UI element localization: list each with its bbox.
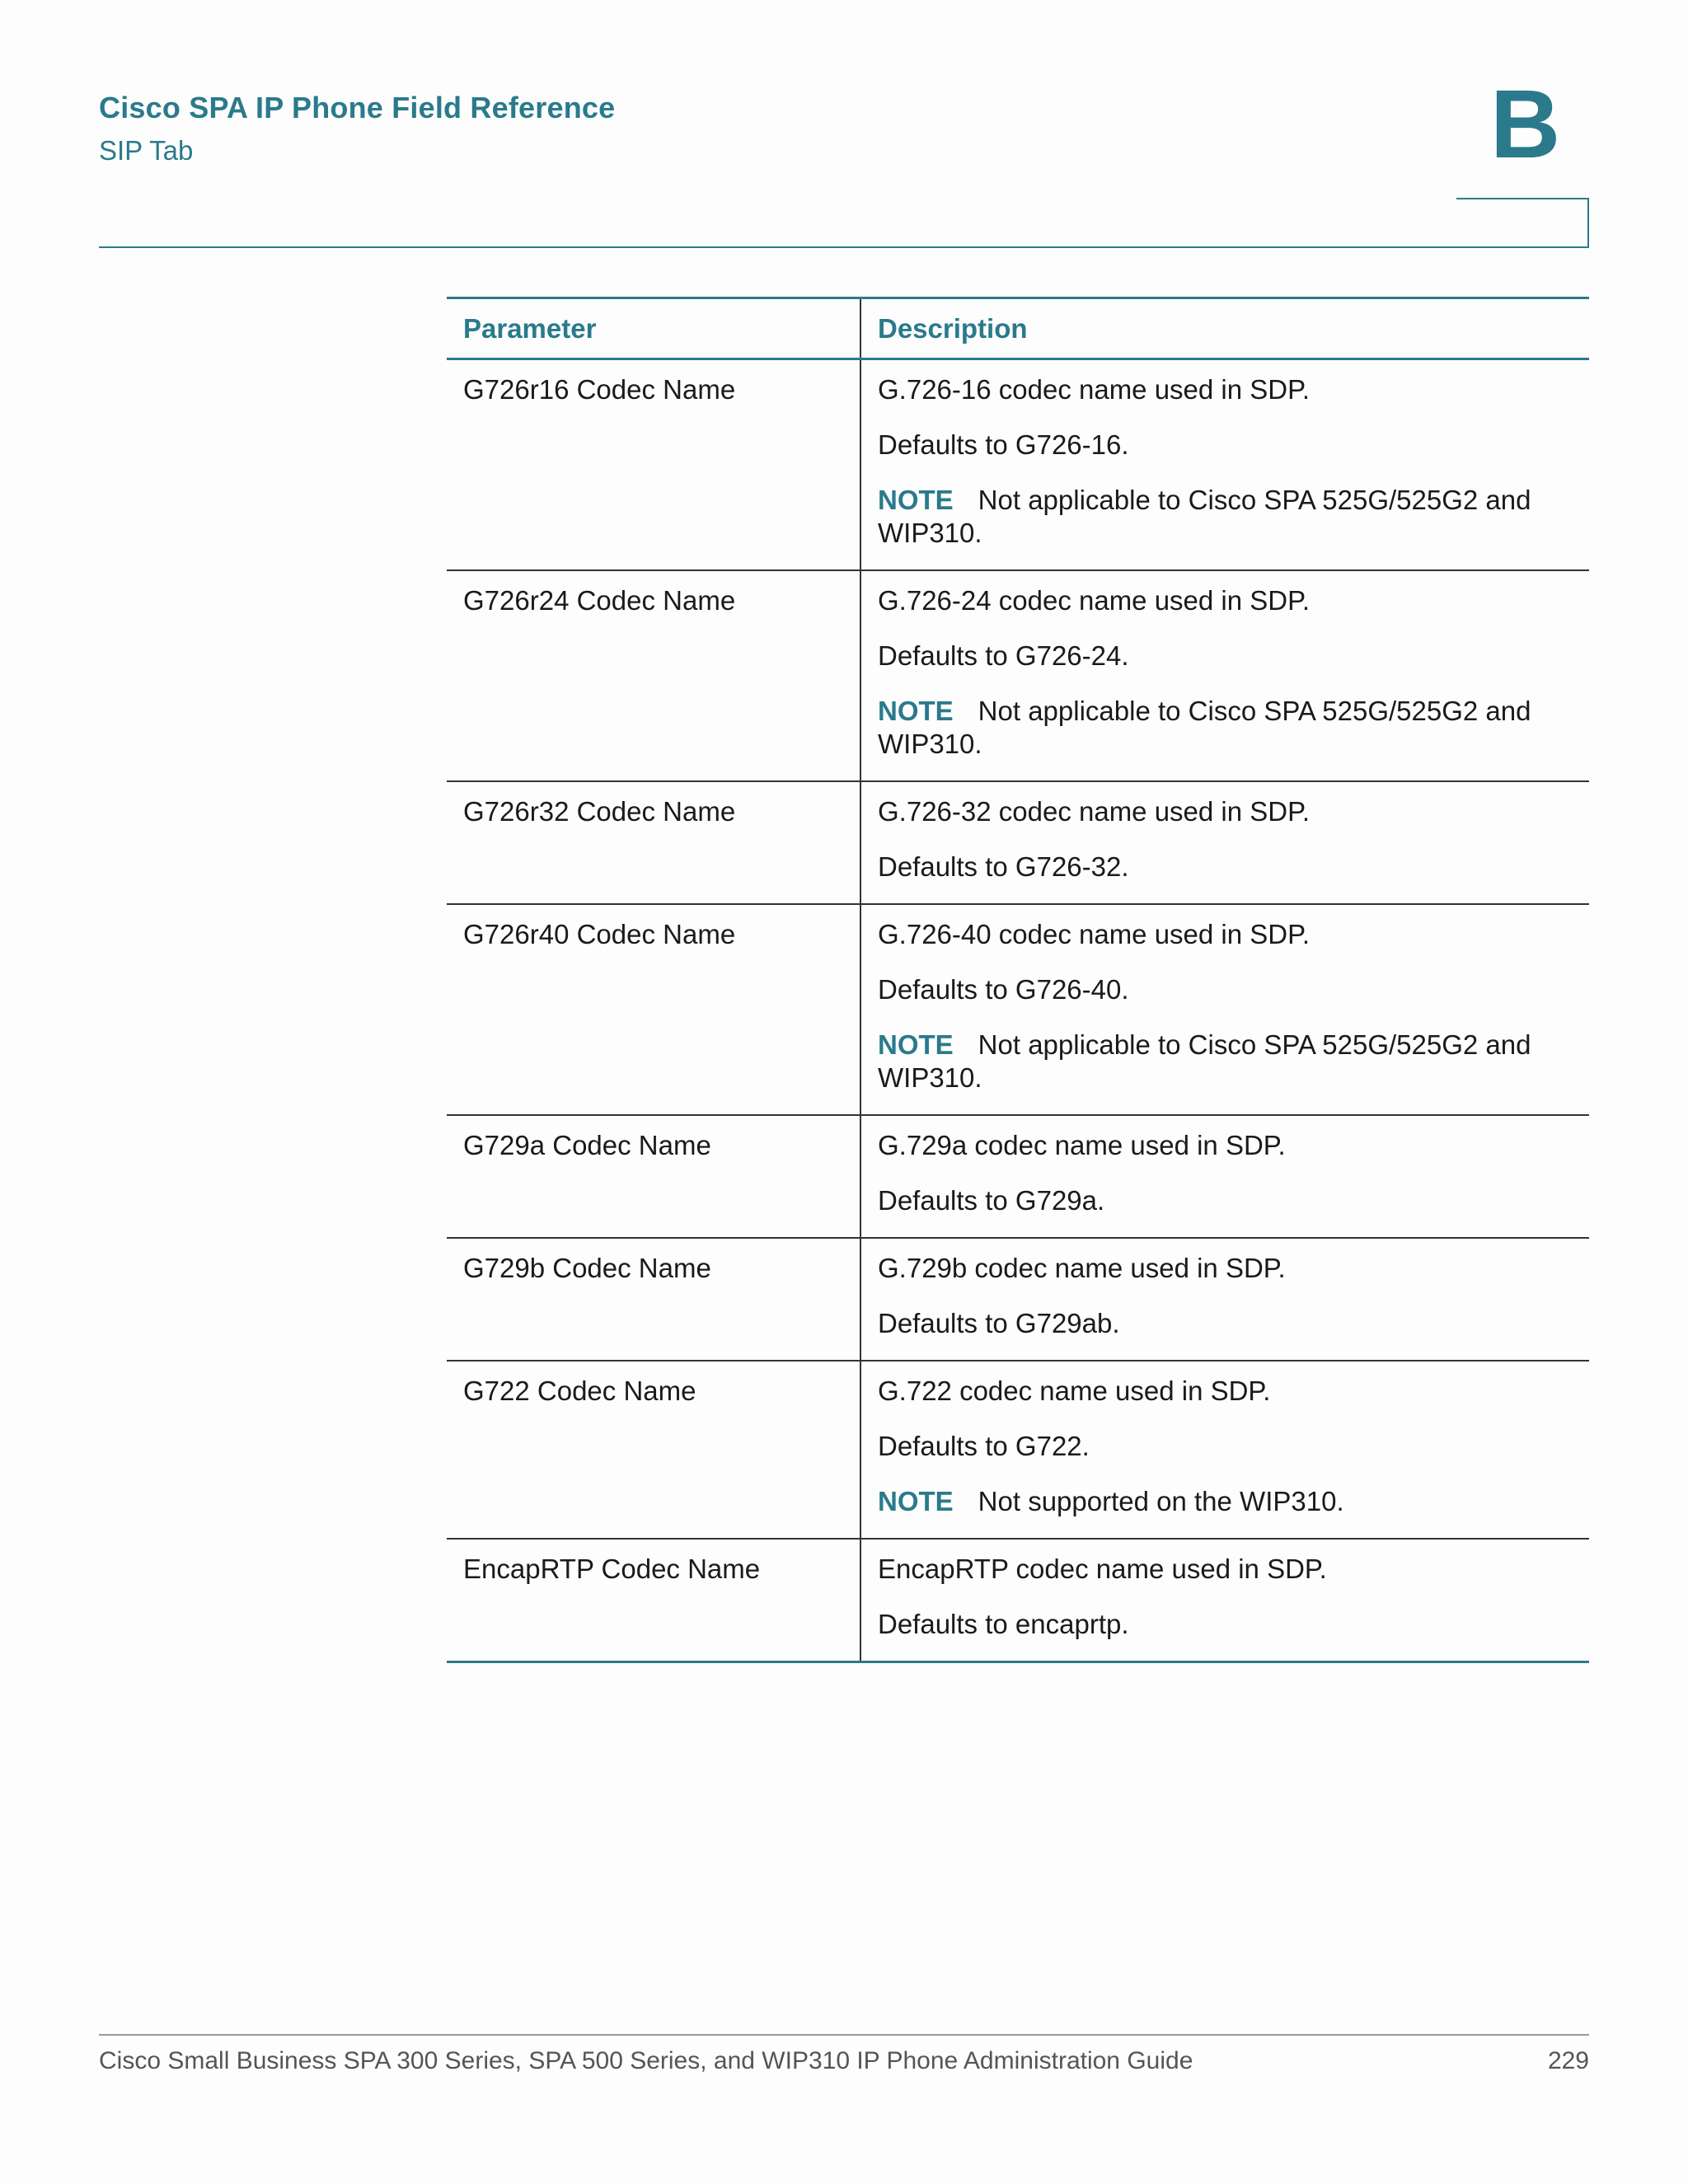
- table-row: [447, 570, 1589, 781]
- description-cell: [860, 904, 1589, 1115]
- note-line: [878, 695, 1573, 761]
- parameter-table: [447, 297, 1589, 1663]
- description-cell: [860, 781, 1589, 904]
- description-line: G.726-32 codec name used in SDP.: [878, 796, 1311, 827]
- parameter-cell: G722 Codec Name: [447, 1361, 860, 1539]
- note-text: Not applicable to Cisco SPA 525G/525G2 and WIP310.: [878, 696, 1531, 759]
- table-row: [447, 1115, 1589, 1238]
- column-header-parameter: Parameter: [447, 298, 860, 359]
- description-line: G.722 codec name used in SDP.: [878, 1376, 1271, 1406]
- description-line: G.729a codec name used in SDP.: [878, 1130, 1286, 1160]
- description-line: G.726-16 codec name used in SDP.: [878, 374, 1311, 405]
- note-label: NOTE: [878, 485, 954, 515]
- description-line: G.726-24 codec name used in SDP.: [878, 585, 1311, 616]
- parameter-cell: G726r32 Codec Name: [447, 781, 860, 904]
- description-line: EncapRTP codec name used in SDP.: [878, 1554, 1327, 1584]
- description-cell: [860, 359, 1589, 571]
- note-line: [878, 1485, 1573, 1518]
- description-line: Defaults to G729a.: [878, 1185, 1105, 1216]
- table-row: [447, 781, 1589, 904]
- appendix-letter: B: [1490, 70, 1561, 179]
- table-row: [447, 359, 1589, 571]
- description-line: Defaults to G726-40.: [878, 974, 1129, 1005]
- description-cell: [860, 1539, 1589, 1662]
- parameter-cell: G726r24 Codec Name: [447, 570, 860, 781]
- description-line: Defaults to encaprtp.: [878, 1609, 1129, 1639]
- description-line: Defaults to G722.: [878, 1431, 1090, 1461]
- note-label: NOTE: [878, 1486, 954, 1516]
- note-line: [878, 484, 1573, 550]
- section-title: SIP Tab: [99, 135, 194, 166]
- description-line: G.729b codec name used in SDP.: [878, 1253, 1286, 1283]
- table-body: [447, 359, 1589, 1662]
- note-text: Not supported on the WIP310.: [978, 1486, 1344, 1516]
- table-row: [447, 1539, 1589, 1662]
- column-header-description: Description: [860, 298, 1589, 359]
- note-line: [878, 1029, 1573, 1094]
- parameter-cell: G729a Codec Name: [447, 1115, 860, 1238]
- footer-guide-title: Cisco Small Business SPA 300 Series, SPA 500 Series, and WIP310 IP Phone Administration Guide: [99, 2047, 1193, 2074]
- description-line: Defaults to G726-16.: [878, 429, 1129, 460]
- parameter-cell: EncapRTP Codec Name: [447, 1539, 860, 1662]
- table-row: [447, 1361, 1589, 1539]
- document-title: Cisco SPA IP Phone Field Reference: [99, 91, 616, 124]
- note-text: Not applicable to Cisco SPA 525G/525G2 and WIP310.: [878, 485, 1531, 548]
- parameter-cell: G729b Codec Name: [447, 1238, 860, 1361]
- parameter-cell: G726r40 Codec Name: [447, 904, 860, 1115]
- description-cell: [860, 1115, 1589, 1238]
- note-label: NOTE: [878, 696, 954, 726]
- table-header-row: [447, 298, 1589, 359]
- description-cell: [860, 1361, 1589, 1539]
- note-label: NOTE: [878, 1029, 954, 1060]
- description-line: G.726-40 codec name used in SDP.: [878, 919, 1311, 949]
- parameter-cell: G726r16 Codec Name: [447, 359, 860, 571]
- table-row: [447, 904, 1589, 1115]
- description-line: Defaults to G726-24.: [878, 640, 1129, 671]
- note-text: Not applicable to Cisco SPA 525G/525G2 and WIP310.: [878, 1029, 1531, 1093]
- table-row: [447, 1238, 1589, 1361]
- description-cell: [860, 570, 1589, 781]
- header-divider: [99, 246, 1589, 248]
- description-cell: [860, 1238, 1589, 1361]
- page-number: 229: [1547, 2047, 1589, 2074]
- description-line: Defaults to G726-32.: [878, 851, 1129, 882]
- description-line: Defaults to G729ab.: [878, 1308, 1120, 1338]
- footer-divider: [99, 2034, 1589, 2036]
- appendix-tab-marker: [1456, 198, 1589, 248]
